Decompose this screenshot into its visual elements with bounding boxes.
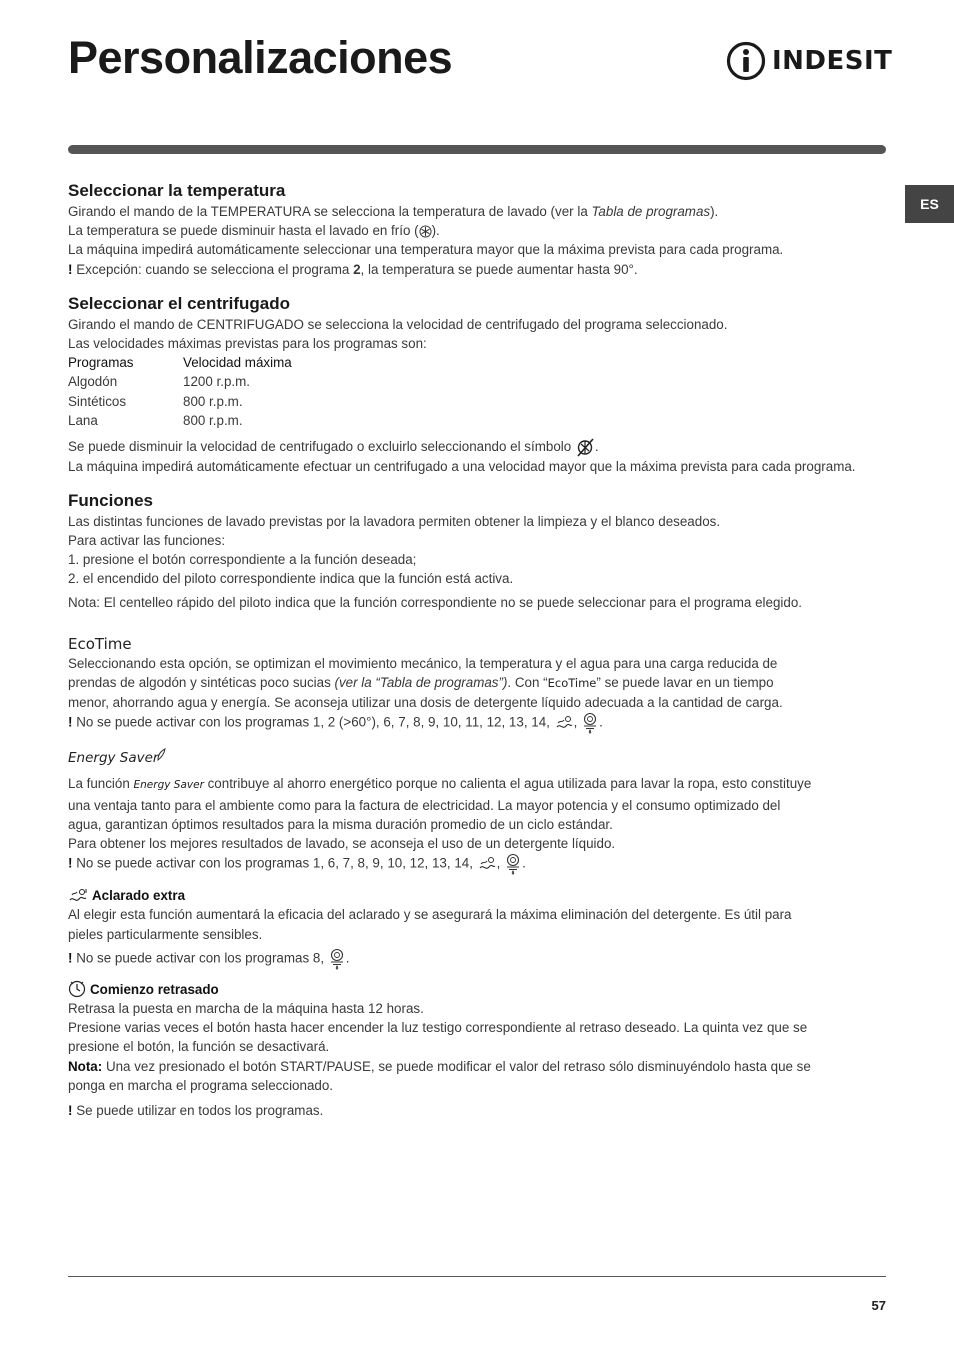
delayed-start-title: Comienzo retrasado xyxy=(90,981,219,997)
table-header: Programas xyxy=(68,355,134,371)
text-span: No se puede activar con los programas 1, 6, 7, 8, 9, 10, 12, 13, 14, xyxy=(72,855,477,871)
delayed-start-info xyxy=(68,1101,888,1120)
warning-mark: ! xyxy=(68,714,73,730)
delayed-start-note: ponga en marcha el programa seleccionado. xyxy=(68,1077,334,1093)
text-span: No se puede activar con los programas 1, 2 (>60°), 6, 7, 8, 9, 10, 11, 12, 13, 14, xyxy=(72,714,554,730)
extra-rinse-text: pieles particularmente sensibles. xyxy=(68,926,263,942)
rinse-icon xyxy=(68,888,88,904)
text-span: , la temperatura se puede aumentar hasta 90°. xyxy=(360,261,638,277)
text-span: ” se puede lavar en un tiempo xyxy=(596,674,774,690)
temperature-text xyxy=(68,221,888,240)
text-span: Se puede disminuir la velocidad de centrifugado o excluirlo seleccionando el símbolo xyxy=(68,439,575,455)
extra-rinse-restriction xyxy=(68,948,888,970)
energy-saver-text: Para obtener los mejores resultados de lavado, se aconseja el uso de un detergente líquido. xyxy=(68,835,616,851)
ecotime-heading xyxy=(68,632,888,654)
spin-speed-table xyxy=(68,353,292,430)
ecotime-text: menor, ahorrando agua y energía. Se aconseja utilizar una dosis de detergente líquido adecuada a la cantidad de carga. xyxy=(68,695,783,711)
functions-step: 1. presione el botón correspondiente a la función deseada; xyxy=(68,552,417,568)
energy-saver-logo-inline: Energy Saver xyxy=(133,779,204,792)
functions-step: 2. el encendido del piloto correspondiente indica que la función está activa. xyxy=(68,571,514,587)
logo-part: Eco xyxy=(68,634,95,653)
brand-logo xyxy=(726,40,892,82)
spin-text: Las velocidades máximas previstas para los programas son: xyxy=(68,336,427,352)
energy-saver-text xyxy=(68,774,888,795)
spin-text: La máquina impedirá automáticamente efectuar un centrifugado a una velocidad mayor que la máxima prevista para cada programa. xyxy=(68,459,856,475)
table-row xyxy=(68,372,292,391)
functions-text: Las distintas funciones de lavado previstas por la lavadora permiten obtener la limpieza y el blanco deseados. xyxy=(68,513,721,529)
text-span: No se puede activar con los programas 8, xyxy=(72,950,328,966)
text-span: Una vez presionado el botón START/PAUSE, se puede modificar el valor del retraso sólo disminuyéndolo hasta que se xyxy=(102,1058,811,1074)
delicates-program-icon xyxy=(504,853,522,875)
warning-mark: ! xyxy=(68,950,73,966)
text-span: ). xyxy=(431,223,440,239)
text-span: . xyxy=(599,714,603,730)
wool-program-icon xyxy=(477,855,497,873)
spin-text xyxy=(68,437,888,457)
warning-mark: ! xyxy=(68,855,73,871)
energy-leaf-icon xyxy=(156,748,166,762)
text-span: Se puede utilizar en todos los programas. xyxy=(72,1102,324,1118)
energy-saver-text: agua, garantizan óptimos resultados para la misma duración promedio de un ciclo estándar. xyxy=(68,816,613,832)
energy-saver-text: una ventaja tanto para el ambiente como para la factura de electricidad. La mayor potencia y el consumo optimizado del xyxy=(68,797,781,813)
text-span: ). xyxy=(710,204,719,219)
delayed-start-text: Presione varias veces el botón hasta hacer encender la luz testigo correspondiente al retraso deseado. La quinta vez que se xyxy=(68,1020,808,1036)
text-span: contribuye al ahorro energético porque no calienta el agua utilizada para lavar la ropa, esto constituye xyxy=(203,776,812,792)
text-span: La función xyxy=(68,776,134,792)
program-number: 2 xyxy=(353,261,361,277)
no-spin-icon xyxy=(575,437,595,457)
ecotime-text xyxy=(68,673,888,693)
text-span: , xyxy=(573,714,582,730)
table-header: Velocidad máxima xyxy=(183,355,292,371)
logo-part: Time xyxy=(94,634,132,653)
delay-clock-icon xyxy=(68,980,86,998)
temperature-heading: Seleccionar la temperatura xyxy=(68,181,286,200)
snowflake-icon xyxy=(419,225,432,238)
text-span: . xyxy=(594,439,599,455)
programs-table-ref: (ver la “Tabla de programas”) xyxy=(334,674,508,690)
wool-program-icon xyxy=(554,714,574,732)
table-cell: 800 r.p.m. xyxy=(183,393,243,409)
language-tab: ES xyxy=(905,185,954,223)
ecotime-logo xyxy=(68,635,132,654)
energy-saver-logo: Energy Saver xyxy=(68,750,159,767)
spin-heading: Seleccionar el centrifugado xyxy=(68,293,291,313)
text-span: Excepción: cuando se selecciona el programa xyxy=(72,261,354,277)
logo-part: Time xyxy=(568,675,597,690)
spin-text: Girando el mando de CENTRIFUGADO se selecciona la velocidad de centrifugado del programa seleccionado. xyxy=(68,316,728,332)
programs-table-ref: Tabla de programas xyxy=(591,204,711,219)
energy-saver-restriction xyxy=(68,853,888,875)
temperature-exception xyxy=(68,260,888,279)
extra-rinse-heading xyxy=(68,886,888,905)
ecotime-logo-inline xyxy=(548,676,597,690)
functions-note: Nota: El centelleo rápido del piloto indica que la función correspondiente no se puede seleccionar para el programa elegido. xyxy=(68,594,802,610)
text-span: . xyxy=(522,855,526,871)
energy-saver-heading xyxy=(68,746,888,768)
table-cell: 800 r.p.m. xyxy=(183,412,243,428)
text-span: La temperatura se puede disminuir hasta el lavado en frío ( xyxy=(68,223,419,239)
delayed-start-heading xyxy=(68,980,888,999)
header-divider xyxy=(68,145,886,154)
brand-name: INDESIT xyxy=(772,46,893,76)
delayed-start-text: presione el botón, la función se desactivará. xyxy=(68,1039,330,1055)
footer-divider xyxy=(68,1276,886,1277)
delayed-start-note xyxy=(68,1057,888,1076)
warning-mark: ! xyxy=(68,261,73,277)
note-label: Nota: xyxy=(68,1058,103,1074)
temperature-text: La máquina impedirá automáticamente seleccionar una temperatura mayor que la máxima prevista para cada programa. xyxy=(68,242,784,258)
table-cell: 1200 r.p.m. xyxy=(183,374,250,390)
warning-mark: ! xyxy=(68,1102,73,1118)
functions-heading: Funciones xyxy=(68,490,154,510)
text-span: . xyxy=(345,950,350,966)
page-number: 57 xyxy=(871,1298,886,1313)
functions-text: Para activar las funciones: xyxy=(68,532,226,548)
ecotime-text: Seleccionando esta opción, se optimizan el movimiento mecánico, la temperatura y el agua para una carga reducida de xyxy=(68,655,778,671)
text-span: , xyxy=(496,855,505,871)
extra-rinse-text: Al elegir esta función aumentará la eficacia del aclarado y se asegurará la máxima eliminación del detergente. Es útil para xyxy=(68,907,792,923)
delicates-program-icon xyxy=(581,712,599,734)
page-title: Personalizaciones xyxy=(68,32,453,83)
ecotime-restriction xyxy=(68,712,888,734)
main-content xyxy=(68,180,888,1120)
delayed-start-text: Retrasa la puesta en marcha de la máquina hasta 12 horas. xyxy=(68,1000,424,1016)
text-span: . Con “ xyxy=(507,674,548,690)
table-row xyxy=(68,411,292,430)
table-cell: Sintéticos xyxy=(68,393,127,409)
delicates-program-icon xyxy=(328,948,346,970)
extra-rinse-title: Aclarado extra xyxy=(92,888,186,904)
temperature-text xyxy=(68,202,888,221)
table-header-row xyxy=(68,353,292,372)
table-cell: Algodón xyxy=(68,374,118,390)
table-row xyxy=(68,392,292,411)
logo-part: Eco xyxy=(547,675,569,690)
text-span: Girando el mando de la TEMPERATURA se selecciona la temperatura de lavado (ver la xyxy=(68,204,592,219)
text-span: prendas de algodón y sintéticas poco sucias xyxy=(68,674,335,690)
indesit-logo-icon xyxy=(726,41,766,81)
table-cell: Lana xyxy=(68,412,98,428)
